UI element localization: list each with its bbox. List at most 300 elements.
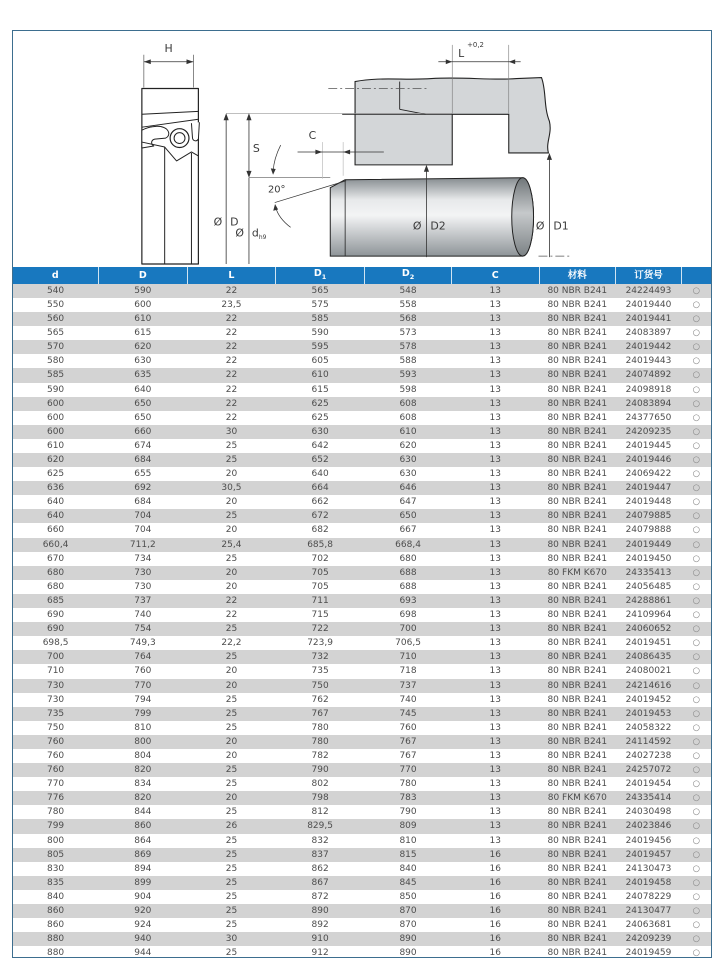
- table-cell: 16: [489, 934, 501, 945]
- table-cell: 860: [46, 906, 65, 917]
- table-cell: 13: [489, 793, 501, 804]
- table-cell: 80 NBR B241: [547, 863, 608, 874]
- table-cell: 25: [225, 440, 238, 451]
- table-cell: 13: [489, 680, 501, 691]
- table-row: [13, 763, 711, 777]
- table-cell: 722: [311, 624, 329, 635]
- table-cell: 780: [311, 736, 329, 747]
- table-row: [13, 312, 711, 326]
- table-cell: 610: [134, 314, 152, 325]
- table-cell: 80 NBR B241: [547, 426, 608, 437]
- table-cell: 80 NBR B241: [547, 849, 608, 860]
- table-cell: 850: [399, 891, 417, 902]
- availability-circle-icon: ○: [692, 666, 701, 677]
- table-cell: 13: [489, 342, 501, 353]
- table-cell: 840: [46, 891, 65, 902]
- table-cell: 595: [311, 342, 329, 353]
- table-cell: 650: [134, 412, 152, 423]
- dim-label-dia-d-sub: h9: [258, 234, 267, 242]
- table-body: [13, 284, 711, 960]
- table-cell: 615: [311, 384, 329, 395]
- table-cell: 24224493: [625, 285, 672, 296]
- table-cell: 684: [134, 497, 152, 508]
- table-cell: 80 NBR B241: [547, 736, 608, 747]
- table-cell: 80 NBR B241: [547, 511, 608, 522]
- table-cell: 25: [225, 553, 238, 564]
- table-cell: 800: [134, 736, 152, 747]
- table-cell: 693: [399, 595, 417, 606]
- table-cell: 711,2: [129, 539, 156, 550]
- availability-circle-icon: ○: [692, 610, 701, 621]
- table-cell: 80 NBR B241: [547, 877, 608, 888]
- table-cell: 588: [399, 356, 417, 367]
- table-cell: 770: [46, 779, 65, 790]
- table-cell: 820: [134, 765, 152, 776]
- availability-circle-icon: ○: [692, 891, 701, 902]
- table-cell: 680: [46, 567, 65, 578]
- table-cell: 24019451: [625, 638, 672, 649]
- table-header-row: [13, 267, 711, 284]
- table-cell: 860: [46, 920, 65, 931]
- table-cell: 22: [225, 328, 238, 339]
- availability-circle-icon: ○: [692, 567, 701, 578]
- table-cell: 20: [225, 567, 238, 578]
- table-row: [13, 397, 711, 411]
- availability-circle-icon: ○: [692, 440, 701, 451]
- table-cell: 13: [489, 765, 501, 776]
- table-cell: 16: [489, 906, 501, 917]
- table-cell: 25: [225, 765, 238, 776]
- table-cell: 24019454: [625, 779, 672, 790]
- table-cell: 22: [225, 285, 238, 296]
- table-cell: 770: [399, 765, 417, 776]
- table-row: [13, 467, 711, 481]
- table-cell: 80 NBR B241: [547, 750, 608, 761]
- table-cell: 790: [399, 807, 417, 818]
- table-cell: 558: [399, 299, 417, 310]
- table-cell: 840: [399, 863, 417, 874]
- table-cell: 24214616: [625, 680, 672, 691]
- table-cell: 767: [311, 708, 329, 719]
- table-cell: 80 NBR B241: [547, 680, 608, 691]
- table-cell: 723,9: [307, 638, 333, 649]
- table-cell: 13: [489, 412, 501, 423]
- table-cell: 24019448: [625, 497, 672, 508]
- availability-circle-icon: ○: [692, 299, 701, 310]
- table-cell: 605: [311, 356, 329, 367]
- installation-section: [214, 41, 573, 264]
- table-cell: 680: [46, 581, 65, 592]
- table-cell: 685: [46, 595, 65, 606]
- seal-cross-section: [142, 42, 200, 264]
- table-cell: 892: [311, 920, 329, 931]
- table-cell: 608: [399, 398, 417, 409]
- availability-circle-icon: ○: [692, 750, 701, 761]
- table-row: [13, 523, 711, 537]
- table-cell: 24083897: [625, 328, 672, 339]
- table-cell: 674: [134, 440, 152, 451]
- table-cell: 844: [134, 807, 152, 818]
- table-row: [13, 608, 711, 622]
- table-row: [13, 805, 711, 819]
- table-cell: 790: [311, 765, 329, 776]
- table-cell: 867: [311, 877, 329, 888]
- table-row: [13, 777, 711, 791]
- table-cell: 24058322: [625, 722, 672, 733]
- table-row: [13, 904, 711, 918]
- table-cell: 690: [46, 610, 65, 621]
- table-cell: 780: [399, 779, 417, 790]
- table-cell: 24019443: [625, 356, 672, 367]
- table-cell: 16: [489, 849, 501, 860]
- table-cell: 620: [46, 455, 65, 466]
- table-cell: 80 NBR B241: [547, 539, 608, 550]
- availability-circle-icon: ○: [692, 708, 701, 719]
- table-cell: 585: [311, 314, 329, 325]
- table-row: [13, 453, 711, 467]
- table-cell: 16: [489, 920, 501, 931]
- table-cell: 13: [489, 750, 501, 761]
- table-cell: 25: [225, 624, 238, 635]
- dim-label-L: L: [458, 46, 465, 60]
- dim-label-dia-D: D: [230, 215, 239, 229]
- table-cell: 80 NBR B241: [547, 906, 608, 917]
- table-cell: 610: [311, 370, 329, 381]
- table-cell: 598: [399, 384, 417, 395]
- table-cell: 80 NBR B241: [547, 610, 608, 621]
- table-row: [13, 848, 711, 862]
- table-cell: 862: [311, 863, 329, 874]
- availability-circle-icon: ○: [692, 384, 701, 395]
- availability-circle-icon: ○: [692, 469, 701, 480]
- table-row: [13, 326, 711, 340]
- table-cell: 80 NBR B241: [547, 299, 608, 310]
- availability-circle-icon: ○: [692, 412, 701, 423]
- table-cell: 13: [489, 511, 501, 522]
- table-cell: 585: [46, 370, 65, 381]
- table-row: [13, 495, 711, 509]
- table-cell: 80 NBR B241: [547, 314, 608, 325]
- table-cell: 600: [134, 299, 152, 310]
- table-cell: 24019450: [625, 553, 672, 564]
- table-cell: 734: [134, 553, 152, 564]
- table-cell: 740: [134, 610, 152, 621]
- table-row: [13, 566, 711, 580]
- table-cell: 13: [489, 455, 501, 466]
- table-cell: 880: [46, 934, 65, 945]
- table-row: [13, 622, 711, 636]
- table-cell: 20: [225, 736, 238, 747]
- table-cell: 24074892: [625, 370, 672, 381]
- table-cell: 575: [311, 299, 329, 310]
- availability-circle-icon: ○: [692, 370, 701, 381]
- table-cell: 80 NBR B241: [547, 666, 608, 677]
- table-cell: 80 NBR B241: [547, 920, 608, 931]
- table-cell: 80 NBR B241: [547, 694, 608, 705]
- table-cell: 600: [46, 426, 65, 437]
- table-row: [13, 354, 711, 368]
- availability-circle-icon: ○: [692, 553, 701, 564]
- table-cell: 24019442: [625, 342, 672, 353]
- column-header: d: [13, 267, 98, 284]
- table-cell: 760: [399, 722, 417, 733]
- table-cell: 730: [134, 567, 152, 578]
- table-cell: 845: [399, 877, 417, 888]
- table-row: [13, 749, 711, 763]
- table-cell: 24019446: [625, 455, 672, 466]
- table-cell: 799: [134, 708, 152, 719]
- table-cell: 24335413: [625, 567, 672, 578]
- dia-D-prefix: Ø: [213, 215, 223, 229]
- table-cell: 80 NBR B241: [547, 722, 608, 733]
- availability-circle-icon: ○: [692, 863, 701, 874]
- table-cell: 80 NBR B241: [547, 708, 608, 719]
- dim-label-angle: 20°: [267, 184, 286, 196]
- table-cell: 22,2: [221, 638, 242, 649]
- table-cell: 22: [225, 610, 238, 621]
- table-cell: 794: [134, 694, 152, 705]
- table-cell: 20: [225, 469, 238, 480]
- table-cell: 568: [399, 314, 417, 325]
- table-row: [13, 298, 711, 312]
- table-cell: 13: [489, 525, 501, 536]
- table-cell: 80 NBR B241: [547, 525, 608, 536]
- table-cell: 560: [46, 314, 65, 325]
- table-cell: 24019456: [625, 835, 672, 846]
- table-row: [13, 735, 711, 749]
- o-ring-inner: [174, 133, 185, 144]
- table-cell: 25: [225, 511, 238, 522]
- table-row: [13, 946, 711, 960]
- table-cell: 24109964: [625, 610, 672, 621]
- table-cell: 80 NBR B241: [547, 595, 608, 606]
- table-cell: 870: [399, 906, 417, 917]
- table-cell: 80 NBR B241: [547, 553, 608, 564]
- table-cell: 22: [225, 314, 238, 325]
- table-cell: 24060652: [625, 624, 672, 635]
- table-cell: 24086435: [625, 652, 672, 663]
- table-cell: 22: [225, 412, 238, 423]
- table-cell: 700: [46, 652, 65, 663]
- table-cell: 80 NBR B241: [547, 469, 608, 480]
- table-cell: 24019440: [625, 299, 672, 310]
- column-header: $D_1$: [275, 267, 364, 284]
- table-cell: 920: [134, 906, 152, 917]
- table-cell: 80 FKM K670: [547, 793, 607, 804]
- table-cell: 30: [225, 934, 238, 945]
- column-header: L: [187, 267, 275, 284]
- table-cell: 20: [225, 581, 238, 592]
- table-cell: 24056485: [625, 581, 672, 592]
- table-cell: 24098918: [625, 384, 672, 395]
- table-cell: 820: [134, 793, 152, 804]
- availability-circle-icon: ○: [692, 877, 701, 888]
- table-cell: 25: [225, 779, 238, 790]
- column-header: $D_2$: [365, 267, 452, 284]
- table-cell: 760: [46, 765, 65, 776]
- table-cell: 764: [134, 652, 152, 663]
- table-cell: 24019457: [625, 849, 672, 860]
- table-cell: 13: [489, 722, 501, 733]
- table-cell: 23,5: [221, 299, 242, 310]
- availability-circle-icon: ○: [692, 906, 701, 917]
- table-row: [13, 834, 711, 848]
- table-cell: 646: [399, 483, 417, 494]
- column-header: 材料: [539, 267, 615, 284]
- table-cell: 835: [46, 877, 65, 888]
- table-cell: 13: [489, 469, 501, 480]
- table-cell: 25: [225, 694, 238, 705]
- table-cell: 80 NBR B241: [547, 638, 608, 649]
- dim-label-C: C: [308, 129, 317, 143]
- table-cell: 688: [399, 581, 417, 592]
- column-header: 订货号: [615, 267, 681, 284]
- table-cell: 24019447: [625, 483, 672, 494]
- table-cell: 24030498: [625, 807, 672, 818]
- table-cell: 13: [489, 567, 501, 578]
- table-cell: 745: [399, 708, 417, 719]
- table-cell: 767: [399, 750, 417, 761]
- table-cell: 24130473: [625, 863, 672, 874]
- table-cell: 25: [225, 863, 238, 874]
- table-cell: 24079888: [625, 525, 672, 536]
- availability-circle-icon: ○: [692, 525, 701, 536]
- table-cell: 13: [489, 539, 501, 550]
- table-cell: 630: [399, 469, 417, 480]
- table-row: [13, 819, 711, 833]
- table-cell: 80 NBR B241: [547, 891, 608, 902]
- table-cell: 13: [489, 356, 501, 367]
- table-row: [13, 439, 711, 453]
- table-cell: 660: [134, 426, 152, 437]
- table-cell: 30: [225, 426, 238, 437]
- table-row: [13, 481, 711, 495]
- table-row: [13, 284, 711, 298]
- table-cell: 80 NBR B241: [547, 624, 608, 635]
- table-cell: 24019458: [625, 877, 672, 888]
- table-header: [13, 267, 711, 284]
- table-cell: 80 NBR B241: [547, 370, 608, 381]
- table-row: [13, 425, 711, 439]
- column-header-empty: [682, 267, 711, 284]
- table-cell: 685,8: [307, 539, 333, 550]
- table-cell: 829,5: [307, 821, 333, 832]
- table-cell: 737: [134, 595, 152, 606]
- table-cell: 610: [399, 426, 417, 437]
- table-cell: 25: [225, 906, 238, 917]
- table-cell: 944: [134, 948, 152, 959]
- availability-circle-icon: ○: [692, 497, 701, 508]
- table-cell: 698: [399, 610, 417, 621]
- table-cell: 24069422: [625, 469, 672, 480]
- table-cell: 13: [489, 581, 501, 592]
- table-cell: 24078229: [625, 891, 672, 902]
- table-cell: 25: [225, 708, 238, 719]
- table-cell: 730: [46, 680, 65, 691]
- table-cell: 13: [489, 638, 501, 649]
- table-cell: 640: [134, 384, 152, 395]
- table-cell: 24019459: [625, 948, 672, 959]
- table-cell: 80 NBR B241: [547, 356, 608, 367]
- table-cell: 608: [399, 412, 417, 423]
- table-cell: 13: [489, 595, 501, 606]
- table-cell: 13: [489, 835, 501, 846]
- table-cell: 680: [399, 553, 417, 564]
- availability-circle-icon: ○: [692, 793, 701, 804]
- table-cell: 630: [399, 455, 417, 466]
- table-cell: 754: [134, 624, 152, 635]
- table-cell: 740: [399, 694, 417, 705]
- table-cell: 730: [46, 694, 65, 705]
- table-row: [13, 721, 711, 735]
- availability-circle-icon: ○: [692, 511, 701, 522]
- table-cell: 80 NBR B241: [547, 455, 608, 466]
- table-cell: 710: [46, 666, 65, 677]
- table-cell: 776: [46, 793, 65, 804]
- table-cell: 705: [311, 581, 329, 592]
- dim-label-S: S: [252, 141, 260, 155]
- table-cell: 25: [225, 652, 238, 663]
- table-cell: 650: [134, 398, 152, 409]
- table-cell: 782: [311, 750, 329, 761]
- table-cell: 760: [46, 750, 65, 761]
- table-cell: 798: [311, 793, 329, 804]
- table-cell: 80 NBR B241: [547, 948, 608, 959]
- table-row: [13, 707, 711, 721]
- table-row: [13, 664, 711, 678]
- table-cell: 13: [489, 285, 501, 296]
- table-cell: 750: [46, 722, 65, 733]
- table-cell: 25: [225, 455, 238, 466]
- table-cell: 672: [311, 511, 329, 522]
- table-cell: 20: [225, 750, 238, 761]
- table-cell: 80 NBR B241: [547, 779, 608, 790]
- table-cell: 24019449: [625, 539, 672, 550]
- table-cell: 13: [489, 652, 501, 663]
- table-cell: 711: [311, 595, 329, 606]
- table-cell: 24063681: [625, 920, 672, 931]
- shaft-shape: [330, 178, 533, 256]
- table-row: [13, 552, 711, 566]
- table-cell: 668,4: [395, 539, 421, 550]
- table-cell: 704: [134, 525, 152, 536]
- dimensions-table: [13, 267, 711, 960]
- table-cell: 700: [399, 624, 417, 635]
- table-cell: 783: [399, 793, 417, 804]
- table-cell: 804: [134, 750, 152, 761]
- table-cell: 22: [225, 356, 238, 367]
- table-cell: 573: [399, 328, 417, 339]
- table-cell: 13: [489, 497, 501, 508]
- table-cell: 80 NBR B241: [547, 807, 608, 818]
- table-cell: 590: [134, 285, 152, 296]
- table-cell: 770: [134, 680, 152, 691]
- table-cell: 80 NBR B241: [547, 398, 608, 409]
- table-cell: 924: [134, 920, 152, 931]
- table-cell: 870: [399, 920, 417, 931]
- availability-circle-icon: ○: [692, 356, 701, 367]
- table-cell: 13: [489, 666, 501, 677]
- table-cell: 640: [311, 469, 329, 480]
- table-cell: 13: [489, 398, 501, 409]
- table-row: [13, 538, 711, 552]
- table-cell: 80 NBR B241: [547, 821, 608, 832]
- availability-circle-icon: ○: [692, 835, 701, 846]
- table-cell: 650: [399, 511, 417, 522]
- table-cell: 24083894: [625, 398, 672, 409]
- table-cell: 810: [134, 722, 152, 733]
- table-cell: 578: [399, 342, 417, 353]
